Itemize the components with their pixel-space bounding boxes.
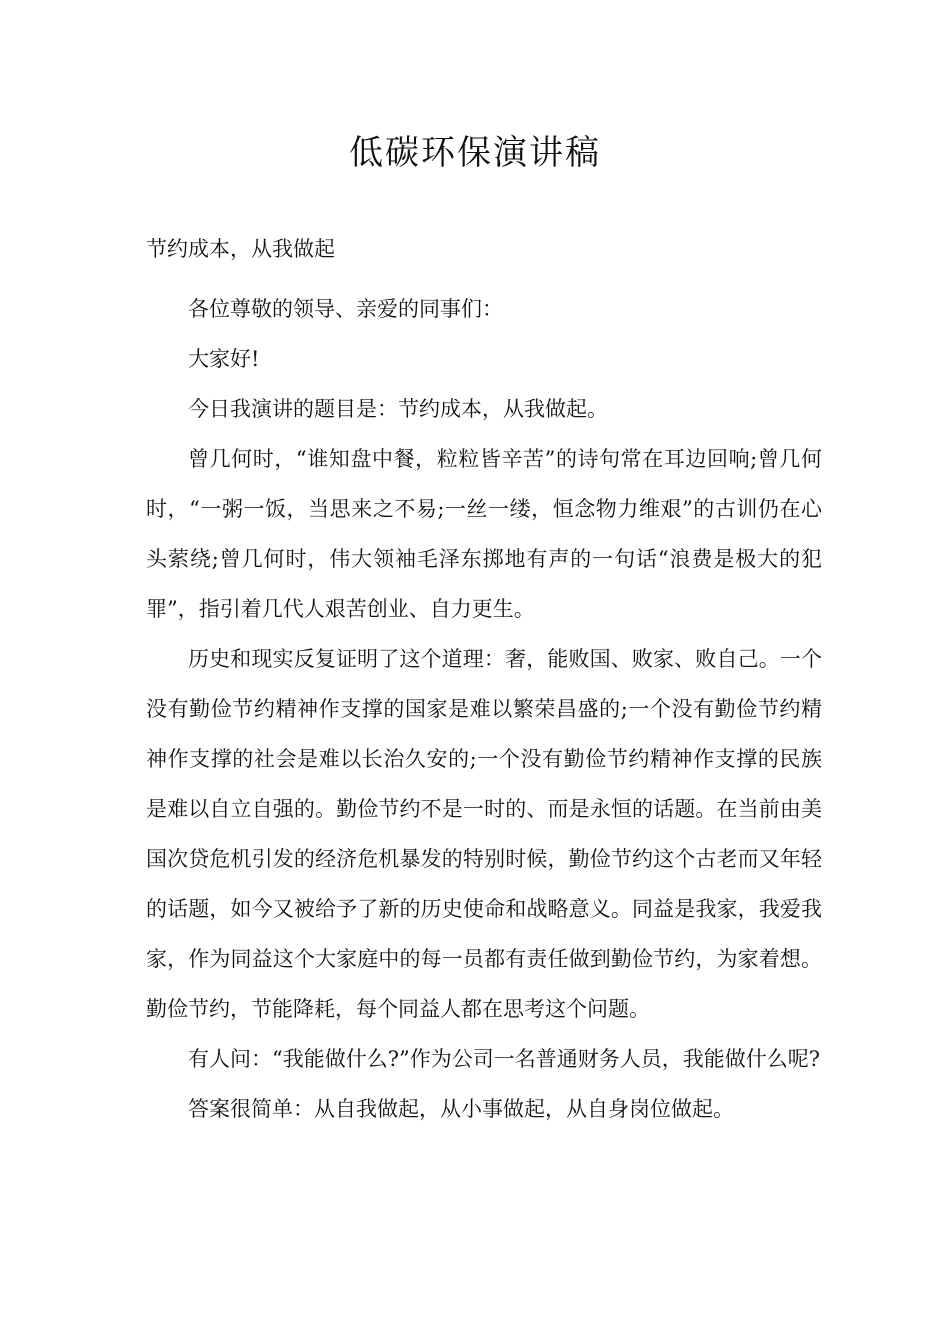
paragraph-history-quotes: 曾几何时，“谁知盘中餐，粒粒皆辛苦”的诗句常在耳边回响;曾几何时，“一粥一饭，当思来之不易;一丝一缕，恒念物力维艰”的古训仍在心头萦绕;曾几何时，伟大领袖毛泽东掷地有声的一句话“浪费是极大的犯罪”，指引着几代人艰苦创业、自力更生。: [146, 447, 822, 621]
paragraph-greeting: 各位尊敬的领导、亲爱的同事们：: [188, 297, 503, 321]
paragraph-topic: 今日我演讲的题目是：节约成本，从我做起。: [188, 397, 608, 421]
document-body: [146, 284, 822, 1134]
paragraph-answer: 答案很简单：从自我做起，从小事做起，从自身岗位做起。: [188, 1097, 734, 1121]
document-title: 低碳环保演讲稿: [349, 133, 601, 173]
document-subtitle: 节约成本，从我做起: [146, 237, 335, 261]
paragraph-question: 有人问：“我能做什么?”作为公司一名普通财务人员，我能做什么呢?: [188, 1047, 820, 1071]
paragraph-thrift-argument: 历史和现实反复证明了这个道理：奢，能败国、败家、败自己。一个没有勤俭节约精神作支撑的国家是难以繁荣昌盛的;一个没有勤俭节约精神作支撑的社会是难以长治久安的;一个没有勤俭节约精神作支撑的民族是难以自立自强的。勤俭节约不是一时的、而是永恒的话题。在当前由美国次贷危机引发的经济危机暴发的特别时候，勤俭节约这个古老而又年轻的话题，如今又被给予了新的历史使命和战略意义。同益是我家，我爱我家，作为同益这个大家庭中的每一员都有责任做到勤俭节约，为家着想。勤俭节约，节能降耗，每个同益人都在思考这个问题。: [146, 647, 822, 1021]
paragraph-hello: 大家好!: [188, 347, 260, 371]
